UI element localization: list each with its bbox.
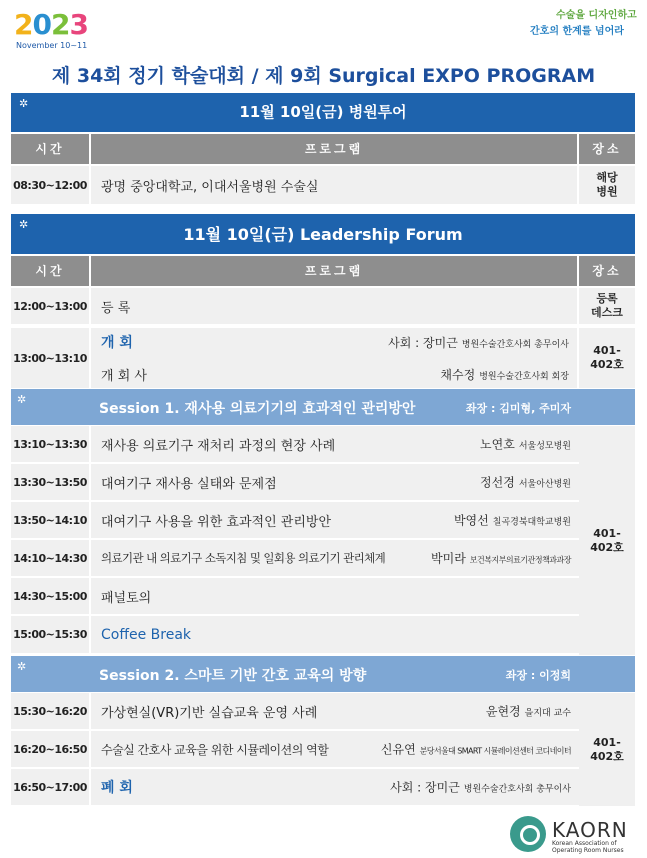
row-time: 16:50~17:00 bbox=[11, 769, 91, 805]
header-time: 시간 bbox=[11, 134, 91, 164]
speaker-info bbox=[431, 550, 571, 567]
gear-icon: ✲ bbox=[19, 218, 29, 231]
header-program: 프로그램 bbox=[91, 256, 579, 286]
program-text: 대여기구 재사용 실태와 문제점 bbox=[101, 476, 277, 492]
program-text: 폐 회 bbox=[101, 780, 133, 796]
row-time: 15:30~16:20 bbox=[11, 693, 91, 729]
slogan-line1: 수술을 디자인하고 bbox=[556, 10, 637, 21]
table-row bbox=[11, 464, 579, 502]
row-place: 401- 402호 bbox=[579, 328, 635, 388]
opening-title: 개 회 bbox=[101, 335, 133, 351]
table-row bbox=[11, 616, 579, 655]
program-text: 등 록 bbox=[101, 300, 131, 316]
program-text: Coffee Break bbox=[101, 626, 192, 643]
speaker-name: 박미라 bbox=[431, 551, 466, 566]
speaker-org: 칠곡경북대학교병원 bbox=[492, 517, 571, 528]
header-place: 장소 bbox=[579, 134, 635, 164]
speaker-info bbox=[454, 512, 571, 529]
row-time: 13:10~13:30 bbox=[11, 426, 91, 462]
table-row bbox=[11, 578, 579, 616]
row-program bbox=[91, 464, 579, 500]
kaorn-logo bbox=[510, 816, 635, 854]
slogan-line2: 간호의 한계를 넘어라 bbox=[530, 26, 624, 37]
row-time: 13:30~13:50 bbox=[11, 464, 91, 500]
table-row bbox=[11, 166, 635, 204]
table-header bbox=[11, 134, 635, 164]
row-program bbox=[91, 769, 579, 805]
speaker-name: 윤현경 bbox=[485, 704, 521, 719]
opening-address-title: 개 회 사 bbox=[101, 369, 147, 384]
table-row bbox=[11, 540, 579, 578]
speaker-name: 노연호 bbox=[480, 437, 515, 452]
host-org: 병원수술간호사회 총무이사 bbox=[461, 340, 569, 350]
opening-speaker bbox=[440, 366, 569, 383]
section-title: 11월 10일(금) Leadership Forum bbox=[183, 225, 463, 244]
session2-place: 401- 402호 bbox=[579, 693, 635, 806]
header-place: 장소 bbox=[579, 256, 635, 286]
kaorn-logo-icon bbox=[510, 816, 546, 852]
table-row bbox=[11, 731, 579, 769]
brand-subtitle bbox=[552, 840, 624, 854]
row-time: 14:10~14:30 bbox=[11, 540, 91, 576]
table-row bbox=[11, 502, 579, 540]
table-row bbox=[11, 693, 579, 731]
session-band-fill bbox=[579, 656, 635, 692]
speaker-info bbox=[486, 703, 571, 720]
session-band-fill bbox=[579, 389, 635, 425]
row-place: 해당 병원 bbox=[579, 166, 635, 204]
header-program: 프로그램 bbox=[91, 134, 579, 164]
table-row bbox=[11, 288, 635, 326]
year-logo bbox=[14, 8, 88, 41]
row-time: 15:00~15:30 bbox=[11, 616, 91, 653]
brand-name: KAORN bbox=[552, 818, 628, 842]
table-header bbox=[11, 256, 635, 286]
row-program bbox=[91, 693, 579, 729]
speaker-org: 서울성모병원 bbox=[518, 441, 571, 452]
table-row bbox=[11, 426, 579, 464]
section-band-leadership-forum bbox=[11, 214, 635, 254]
session1-place: 401- 402호 bbox=[579, 426, 635, 655]
session-chair: 좌장 : 김미형, 주미자 bbox=[465, 402, 571, 415]
gear-icon: ✲ bbox=[17, 660, 27, 673]
host-name: 사회 : 장미근 bbox=[388, 336, 458, 350]
row-time: 16:20~16:50 bbox=[11, 731, 91, 767]
row-program bbox=[91, 540, 579, 576]
speaker-org: 병원수술간호사회 총무이사 bbox=[463, 784, 571, 795]
year-digit: 2 bbox=[50, 8, 70, 41]
header bbox=[0, 0, 647, 95]
row-program bbox=[91, 166, 579, 204]
speaker-org: 을지대 교수 bbox=[524, 708, 571, 719]
speaker-org: 병원수술간호사회 회장 bbox=[479, 372, 569, 382]
row-time: 14:30~15:00 bbox=[11, 578, 91, 614]
speaker-name: 박영선 bbox=[453, 513, 489, 528]
program-text: 광명 중앙대학교, 이대서울병원 수술실 bbox=[101, 179, 319, 195]
program-text: 수술실 간호사 교육을 위한 시뮬레이션의 역할 bbox=[101, 742, 329, 757]
program-text: 재사용 의료기구 재처리 과정의 현장 사례 bbox=[101, 438, 336, 454]
header-time: 시간 bbox=[11, 256, 91, 286]
row-time: 08:30~12:00 bbox=[11, 166, 91, 204]
year-digit: 0 bbox=[32, 8, 51, 41]
row-program bbox=[91, 288, 579, 324]
program-text: 의료기관 내 의료기구 소독지침 및 일회용 의료기기 관리체계 bbox=[101, 551, 386, 565]
section-title: 11월 10일(금) 병원투어 bbox=[239, 103, 407, 121]
speaker-name: 신유연 bbox=[380, 742, 416, 757]
year-digit: 2 bbox=[14, 8, 33, 41]
year-digit: 3 bbox=[69, 8, 88, 41]
row-program bbox=[91, 426, 579, 462]
speaker-info bbox=[480, 436, 571, 453]
gear-icon: ✲ bbox=[19, 97, 29, 110]
speaker-org: 보건복지부의료기관정책과과장 bbox=[469, 555, 571, 565]
opening-host bbox=[388, 334, 569, 351]
event-date: November 10~11 bbox=[16, 41, 88, 50]
row-program bbox=[91, 616, 579, 653]
row-time: 13:50~14:10 bbox=[11, 502, 91, 538]
brand-sub-line: Korean Association of bbox=[552, 840, 617, 847]
gear-icon: ✲ bbox=[17, 393, 27, 406]
speaker-name: 채수정 bbox=[440, 368, 476, 382]
row-program bbox=[91, 502, 579, 538]
speaker-info bbox=[480, 474, 571, 491]
speaker-name: 정선경 bbox=[480, 475, 515, 490]
brand-sub-line: Operating Room Nurses bbox=[552, 847, 624, 854]
row-program bbox=[91, 328, 579, 388]
speaker-info bbox=[390, 779, 571, 796]
program-text: 대여기구 사용을 위한 효과적인 관리방안 bbox=[101, 514, 332, 530]
speaker-org: 서울아산병원 bbox=[518, 479, 571, 490]
program-text: 패널토의 bbox=[101, 590, 152, 606]
table-row bbox=[11, 769, 579, 807]
speaker-name: 사회 : 장미근 bbox=[390, 780, 460, 795]
program-text: 가상현실(VR)기반 실습교육 운영 사례 bbox=[101, 705, 318, 721]
table-row bbox=[11, 328, 635, 388]
section-band-hospital-tour bbox=[11, 93, 635, 132]
speaker-info bbox=[381, 741, 571, 758]
row-place: 등록 데스크 bbox=[579, 288, 635, 324]
session-band bbox=[11, 389, 579, 425]
session-name: Session 2. 스마트 기반 간호 교육의 방향 bbox=[99, 668, 367, 684]
row-program bbox=[91, 578, 579, 614]
session-name: Session 1. 재사용 의료기기의 효과적인 관리방안 bbox=[99, 401, 416, 417]
row-time: 12:00~13:00 bbox=[11, 288, 91, 324]
page-title: 제 34회 정기 학술대회 / 제 9회 Surgical EXPO PROGRAM bbox=[51, 65, 596, 87]
row-time: 13:00~13:10 bbox=[11, 328, 91, 388]
speaker-org: 분당서울대 SMART 시뮬레이션센터 코디네이터 bbox=[419, 746, 571, 756]
session-chair: 좌장 : 이정희 bbox=[505, 669, 571, 682]
slogan bbox=[528, 10, 638, 44]
row-program bbox=[91, 731, 579, 767]
session-band bbox=[11, 656, 579, 692]
